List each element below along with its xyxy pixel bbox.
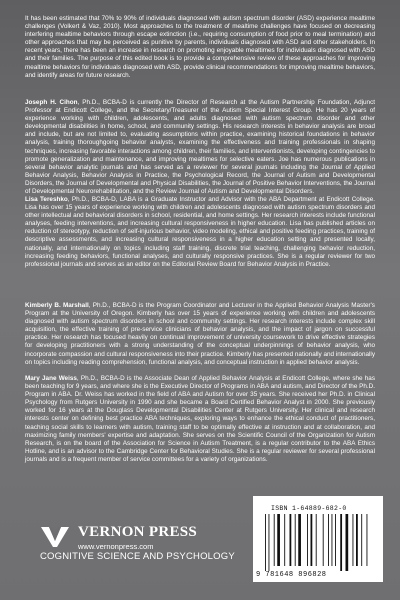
vernon-press-logo-icon (40, 525, 70, 549)
author-bio-cihon (25, 99, 375, 196)
series-name: COGNITIVE SCIENCE AND PSYCHOLOGY (40, 551, 235, 562)
author-bio-tereshko (25, 196, 375, 269)
author-bio-text: , Ph.D., BCBA-D is currently the Director of Research at the Autism Partnership Foundation, Adjunct Professor at Endicott College, and the Secretary/Treasurer of the Autism Special Interest Group. He has 20 years of experience working with children, adolescents, and adults diagnosed with autism spectrum disorder and other developmental disabilities in home, school, and community settings. His research interests in behavior analysis are broad and include, but are not limited to, evaluating assumptions within practice, examining historical foundations in behavior analysis, training thoroughgoing behavior analysts, examining the effectiveness and training professionals in shaping techniques, increasing favorable interactions among children, their families, and interventionists, developing contingencies to promote generalization and maintenance, and improving mealtimes for selective eaters. Joe has numerous publications in several behavior analytic journals and has served as a reviewer for several journals including the Journal of Applied Behavior Analysis, Behavior Analysis in Practice, the Psychological Record, the Journal of Autism and Developmental Disorders, the Journal of Developmental and Physical Disabilities, the Journal of Positive Behavior Interventions, the Journal of Developmental Neurorehabilitation, and the Review Journal of Autism and Developmental Disorders. (25, 99, 376, 196)
barcode-bar (328, 514, 329, 566)
author-name: Lisa Tereshko (25, 196, 68, 203)
isbn-barcode-box (253, 496, 383, 582)
barcode-bar (265, 514, 266, 571)
barcode-bar (367, 514, 368, 566)
barcode-bar (332, 514, 333, 566)
barcode-bar (340, 514, 342, 571)
author-name: Mary Jane Weiss (25, 375, 77, 382)
publisher-name: VERNON PRESS (78, 524, 198, 540)
author-bio-text: , Ph.D., BCBA-D is the Associate Dean of Applied Behavior Analysis at Endicott College, where she has been teaching for 9 years, and where she is the Executive Director of Programs in ABA and autism, and Director of the Ph.D. Program in ABA. Dr. Weiss has worked in the field of ABA and Autism for over 35 years. She received her Ph.D. in Clinical Psychology from Rutgers University in 1990 and she became a Board Certified Behavior Analyst in 2000. She previously worked for 16 years at the Douglass Developmental Disabilities Center at Rutgers University. Her clinical and research interests center on defining best practice ABA techniques, exploring ways to enhance the ethical conduct of practitioners, teaching social skills to learners with autism, training staff to be optimally effective at instruction and at collaboration, and maximizing family members' expertise and adaptation. She serves on the Scientific Council of the Organization for Autism Research, is on the board of the Association for Science in Autism Treatment, is a regular contributor to the ABA Ethics Hotline, and is an advisor to the Cambridge Center for Behavioral Studies. She is a regular reviewer for several professional journals and is a frequent member of service committees for a variety of organizations. (25, 375, 375, 463)
barcode-number: 9 781648 896828 (256, 571, 327, 579)
author-name: Kimberly B. Marshall (25, 302, 89, 309)
author-bio-text: , Ph.D., BCBA-D is the Program Coordinator and Lecturer in the Applied Behavior Analysis Master's Program at the University of Oregon. Kimberly has over 15 years of experience working with children and adolescents diagnosed with autism spectrum disorders in school and community settings. Her research interests include complex skill acquisition, the effective training of pre-service clinicians of behavior analysis, and the impact of jargon on successful practice. Her research has focused heavily on continual improvement of university coursework to drive effective strategies for developing practitioners with a strong understanding of the conceptual underpinnings of behavior analysis, who incorporate compassion and cultural responsiveness into their practice. Kimberly has presented nationally and internationally on topics including reading comprehension, functional analysis, and conceptual instruction in applied behavior analysis. (25, 302, 375, 366)
barcode-bar (323, 514, 324, 566)
barcode-bar (284, 514, 285, 566)
barcode-bar (290, 514, 292, 566)
book-description: It has been estimated that 70% to 90% of individuals diagnosed with autism spectrum disorder (ASD) experience mealtime challenges (Volkert & Vaz, 2010). Most approaches to the treatment of mealtime challenges have focused on decreasing interfering mealtime behaviors through escape extinction (i.e., requiring consumption of food prior to meal termination) and other approaches that may be perceived as punitive by parents, individuals diagnosed with ASD and other stakeholders. In recent years, there has been an increase in research on promoting enjoyable mealtimes for individuals diagnosed with ASD and their families. The purpose of this edited book is to provide a comprehensive review of these approaches for improving mealtime behaviors for individuals diagnosed with ASD, provide clinical recommendations for improving mealtime behaviors, and identify areas for future research. (25, 15, 375, 79)
barcode-bar (316, 514, 317, 566)
barcode-bar (361, 514, 362, 566)
barcode-bar (346, 514, 349, 571)
author-bio-text: , Ph.D., BCBA-D, LABA is a Graduate Instructor and Advisor with the ABA Department at Endicott College. Lisa has over 15 years of experience working with children and adolescents diagnosed with autism spectrum disorders and other intellectual and behavioral disorders in school, residential, and home settings. Her research interests include functional analyses, feeding interventions, and increasing cultural responsiveness in higher education. Lisa has published articles on reduction of stereotypy, reduction of self-injurious behavior, video modeling, ethical and positive feeding practices, training of descriptive assessments, and increasing cultural responsiveness in a higher education setting and presented locally, nationally, and internationally on topics including staff training, discrete trial teaching, challenging behavior reduction, increasing feeding behaviors, functional analyses, and culturally responsive practices. She is a regular reviewer for two professional journals and serves as an editor on the Editorial Review Board for Behavior Analysis in Practice. (25, 196, 375, 268)
publisher-block (40, 523, 230, 573)
barcode-bar (269, 514, 270, 571)
barcode-bar (277, 514, 280, 566)
barcode-bar (356, 514, 358, 566)
barcode-bar (311, 514, 313, 566)
author-bio-weiss (25, 375, 375, 464)
barcode-bar (307, 514, 308, 566)
barcode-bar (274, 514, 275, 566)
author-bio-marshall (25, 302, 375, 367)
barcode-bar (353, 514, 354, 566)
barcode-bar (298, 514, 301, 566)
barcode-icon (263, 514, 375, 571)
barcode-bar (335, 514, 336, 566)
publisher-url[interactable]: www.vernonpress.com (78, 542, 154, 551)
author-name: Joseph H. Cihon (25, 99, 78, 106)
isbn-label: ISBN 1-64889-682-0 (271, 505, 347, 512)
barcode-bar (295, 514, 296, 566)
